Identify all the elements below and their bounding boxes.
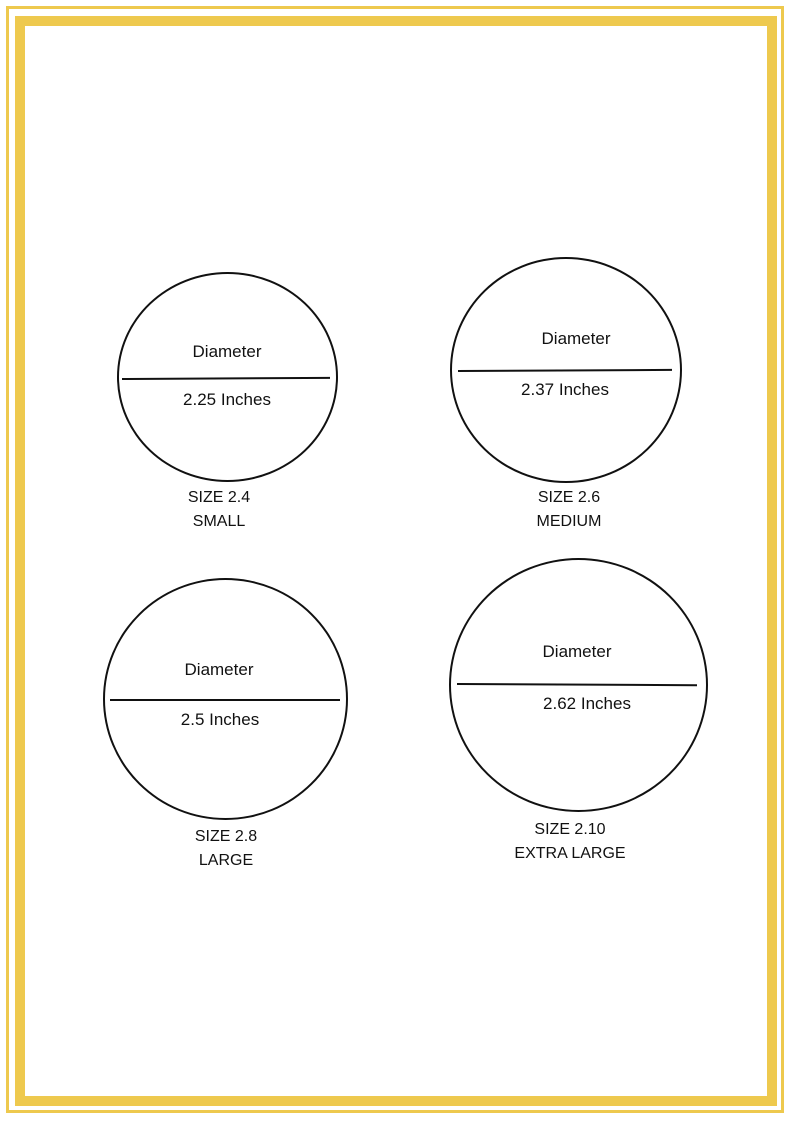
size-number: SIZE 2.8	[194, 828, 258, 845]
size-number: SIZE 2.4	[187, 489, 251, 506]
diameter-label: Diameter	[542, 642, 612, 661]
diameter-label: Diameter	[184, 660, 254, 679]
diameter-measurement: 2.37 Inches	[521, 380, 609, 399]
diameter-measurement: 2.25 Inches	[183, 390, 271, 409]
size-name: SMALL	[192, 513, 246, 530]
size-name: MEDIUM	[536, 513, 602, 530]
size-name: EXTRA LARGE	[514, 845, 626, 862]
diameter-measurement: 2.62 Inches	[543, 694, 631, 713]
inner-frame-border	[15, 16, 777, 1106]
size-name: LARGE	[198, 852, 254, 869]
size-number: SIZE 2.10	[534, 821, 606, 838]
diameter-label: Diameter	[541, 329, 611, 348]
diameter-line	[110, 699, 340, 701]
diameter-label: Diameter	[192, 342, 262, 361]
size-number: SIZE 2.6	[537, 489, 601, 506]
diameter-measurement: 2.5 Inches	[180, 710, 260, 729]
